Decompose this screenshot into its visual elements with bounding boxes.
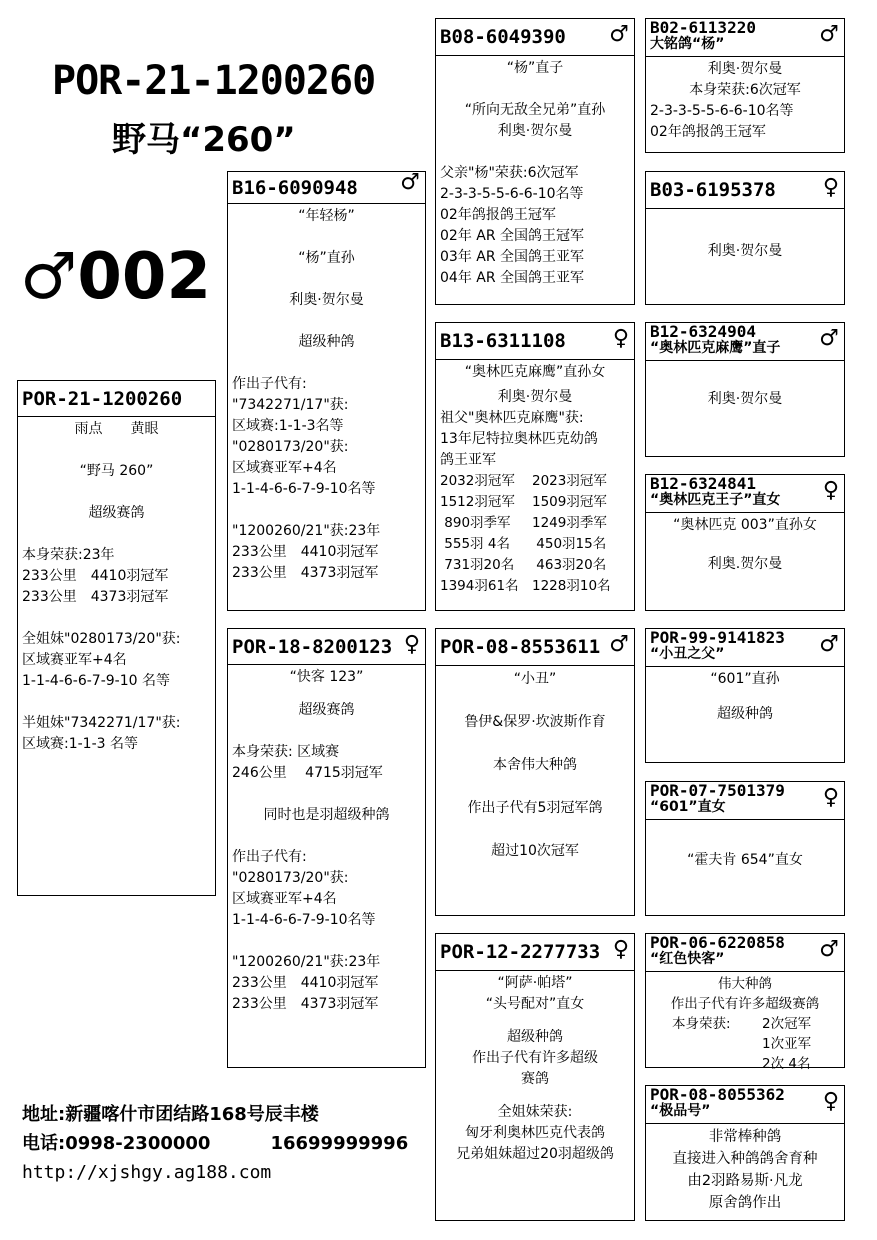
sd-result-row	[440, 576, 630, 597]
dds-line: 作出子代有许多超级赛鸽	[670, 996, 820, 1012]
ss-ring: B08-6049390	[440, 26, 566, 48]
sd-result-row	[440, 471, 630, 492]
sd-intro: 祖父"奥林匹克麻鹰"获:	[440, 410, 584, 426]
male-icon: ♂	[609, 22, 629, 47]
dss-sub: “小丑之父”	[650, 646, 725, 662]
dam-sire-card	[435, 628, 635, 916]
dsd-ring: POR-07-7501379	[650, 781, 785, 800]
sd-result-row	[440, 492, 630, 513]
sd-result-cell: 2032羽冠军	[440, 473, 515, 489]
dam-offspring-title: 作出子代有:	[232, 849, 307, 865]
main-honors-title: 本身荣获:23年	[22, 547, 115, 563]
dsd-line: “霍夫肯 654”直女	[687, 852, 803, 868]
dam-offspring: 233公里 4410羽冠军	[232, 975, 379, 991]
sd-result-cell: 2023羽冠军	[532, 473, 607, 489]
ds-line: 鲁伊&保罗·坎波斯作育	[464, 714, 606, 730]
ddd-ring: POR-08-8055362	[650, 1085, 785, 1104]
dam-name: “快客 123”	[289, 669, 364, 685]
sire-offspring: 233公里 4373羽冠军	[232, 565, 379, 581]
dam-note: 同时也是羽超级种鸽	[263, 807, 390, 823]
dd-sibling-title: 全姐妹荣获:	[497, 1104, 573, 1120]
website-link[interactable]: http://xjshgy.ag188.com	[22, 1162, 272, 1183]
main-type: 超级赛鸽	[88, 505, 145, 521]
dd-sibling: 兄弟姐妹超过20羽超级鸽	[456, 1146, 614, 1162]
dds-line: 伟大种鸽	[718, 976, 772, 992]
female-icon: ♀	[612, 326, 629, 351]
sd-ring: B13-6311108	[440, 330, 566, 352]
ss-honor: 04年 AR 全国鸽王亚军	[440, 270, 585, 286]
sss-line: 2-3-3-5-5-6-6-10名等	[650, 103, 794, 119]
dss-line: “601”直孙	[710, 671, 780, 687]
dd-line: 作出子代有许多超级	[472, 1050, 598, 1066]
male-icon: ♂	[819, 632, 839, 657]
ss-honor: 02年鸽报鸽王冠军	[440, 207, 556, 223]
ds-line: 作出子代有5羽冠军鸽	[467, 800, 603, 816]
dam-offspring: 1-1-4-6-6-7-9-10名等	[232, 912, 376, 928]
dss-line: 超级种鸽	[717, 706, 773, 722]
dsd-sub: “601”直女	[650, 799, 726, 815]
dam-type: 超级赛鸽	[298, 702, 355, 718]
dd-sibling: 匈牙利奥林匹克代表鸽	[465, 1125, 605, 1141]
ddd-card	[645, 1085, 845, 1221]
sss-sub: 大铭鸽“杨”	[650, 36, 725, 52]
sd-intro: 13年尼特拉奥林匹克幼鸽	[440, 431, 598, 447]
sire-offspring: 233公里 4410羽冠军	[232, 544, 379, 560]
ss-honor: 02年 AR 全国鸽王冠军	[440, 228, 585, 244]
sd-intro: 鸽王亚军	[440, 452, 496, 468]
main-pigeon-number: ♂002	[20, 240, 211, 314]
sire-line: “杨”直孙	[298, 250, 355, 266]
sister1-line: 区域赛亚军+4名	[22, 652, 127, 668]
ddd-line: 原舍鸽作出	[708, 1195, 782, 1211]
sd-result-cell: 1249羽季军	[532, 515, 607, 531]
female-icon: ♀	[822, 1089, 839, 1114]
sire-line: 利奥·贺尔曼	[289, 292, 364, 308]
sss-line: 02年鸽报鸽王冠军	[650, 124, 766, 140]
ddd-sub: “极品号”	[650, 1103, 711, 1119]
female-icon: ♀	[403, 632, 420, 657]
sd-result-cell: 731羽20名	[440, 557, 515, 573]
ddd-line: 直接进入种鸽鸽舍育种	[672, 1151, 818, 1167]
sds-card	[645, 322, 845, 457]
sire-offspring: "1200260/21"获:23年	[232, 523, 381, 539]
dds-card	[645, 933, 845, 1072]
ds-name: “小丑”	[513, 671, 557, 687]
sire-sire-card	[435, 18, 635, 305]
address: 地址:新疆喀什市团结路168号辰丰楼	[22, 1104, 319, 1125]
ddd-line: 由2羽路易斯·凡龙	[687, 1173, 803, 1189]
sss-line: 利奥·贺尔曼	[707, 61, 783, 77]
sister2-title: 半姐妹"7342271/17"获:	[22, 715, 181, 731]
dds-honors-label: 本身荣获:	[672, 1016, 731, 1032]
dam-offspring: "0280173/20"获:	[232, 870, 349, 886]
phone-number: 0998-2300000	[65, 1133, 211, 1154]
female-icon: ♀	[822, 785, 839, 810]
female-icon: ♀	[822, 175, 839, 200]
sd-result-row	[440, 534, 630, 555]
dd-line: 超级种鸽	[507, 1029, 563, 1045]
sire-line: 超级种鸽	[298, 334, 355, 350]
sd-line: 利奥·贺尔曼	[497, 389, 573, 405]
main-card-ring: POR-21-1200260	[18, 381, 215, 417]
main-color: 雨点 黄眼	[74, 421, 159, 437]
sd-result-cell: 555羽 4名	[440, 536, 510, 552]
sire-dam-card	[435, 322, 635, 611]
phone-label: 电话:	[22, 1133, 66, 1154]
sd-name: “奥林匹克麻鹰”直孙女	[464, 364, 606, 380]
ss-name: “杨”直子	[506, 60, 564, 76]
sdd-ring: B12-6324841	[650, 474, 756, 493]
female-icon: ♀	[612, 937, 629, 962]
dds-honor: 2次 4名	[762, 1056, 811, 1072]
sd-results	[440, 471, 630, 597]
sss-card	[645, 18, 845, 153]
dd-name: “阿萨·帕塔”	[497, 975, 573, 991]
sire-offspring: "7342271/17"获:	[232, 397, 349, 413]
male-icon: ♂	[609, 632, 629, 657]
sd-result-cell: 1228羽10名	[532, 578, 611, 594]
male-icon: ♂	[819, 326, 839, 351]
sd-result-cell: 463羽20名	[532, 557, 607, 573]
main-ring-title: POR-21-1200260	[52, 58, 376, 104]
sdd-line: “奥林匹克 003”直孙女	[673, 517, 817, 533]
ssd-ring: B03-6195378	[650, 179, 776, 201]
sdd-line: 利奥.贺尔曼	[707, 556, 783, 572]
main-pigeon-card	[17, 380, 216, 896]
ss-honor: 03年 AR 全国鸽王亚军	[440, 249, 585, 265]
ds-ring: POR-08-8553611	[440, 636, 601, 658]
mobile-number: 16699999996	[270, 1133, 409, 1154]
ss-line: “所向无敌全兄弟”直孙	[464, 102, 606, 118]
female-icon: ♀	[822, 478, 839, 503]
dam-offspring: 233公里 4373羽冠军	[232, 996, 379, 1012]
sss-ring: B02-6113220	[650, 18, 756, 37]
sds-sub: “奥林匹克麻鹰”直子	[650, 340, 781, 356]
sds-line: 利奥·贺尔曼	[707, 391, 783, 407]
sss-line: 本身荣获:6次冠军	[689, 82, 801, 98]
dam-offspring: "1200260/21"获:23年	[232, 954, 381, 970]
sire-offspring: 区域赛:1-1-3名等	[232, 418, 344, 434]
sister1-line: 1-1-4-6-6-7-9-10 名等	[22, 673, 170, 689]
ss-line: 利奥·贺尔曼	[497, 123, 573, 139]
main-name: “野马 260”	[79, 463, 154, 479]
contact-footer	[22, 1100, 408, 1187]
sire-offspring: 区域赛亚军+4名	[232, 460, 337, 476]
sire-offspring: "0280173/20"获:	[232, 439, 349, 455]
sd-result-cell: 1509羽冠军	[532, 494, 607, 510]
sister2-line: 区域赛:1-1-3 名等	[22, 736, 138, 752]
ds-line: 本舍伟大种鸽	[493, 757, 577, 773]
sd-result-cell: 450羽15名	[532, 536, 607, 552]
sd-result-row	[440, 555, 630, 576]
sister1-title: 全姐妹"0280173/20"获:	[22, 631, 181, 647]
sdd-card	[645, 474, 845, 611]
ssd-card	[645, 171, 845, 305]
dds-honor: 1次亚军	[762, 1036, 812, 1052]
dam-card	[227, 628, 426, 1068]
main-honor: 233公里 4373羽冠军	[22, 589, 169, 605]
dds-ring: POR-06-6220858	[650, 933, 785, 952]
sire-card	[227, 171, 426, 611]
dd-line: “头号配对”直女	[485, 996, 585, 1012]
main-pigeon-name: 野马“260”	[112, 120, 296, 160]
sd-result-cell: 1394羽61名	[440, 578, 519, 594]
sd-result-cell: 890羽季军	[440, 515, 511, 531]
dam-ring: POR-18-8200123	[232, 636, 393, 658]
dss-ring: POR-99-9141823	[650, 628, 785, 647]
dds-sub: “红色快客”	[650, 951, 725, 967]
dam-honor: 246公里 4715羽冠军	[232, 765, 383, 781]
dd-ring: POR-12-2277733	[440, 941, 601, 963]
male-icon: ♂	[819, 937, 839, 962]
sire-offspring-title: 作出子代有:	[232, 376, 307, 392]
ddd-line: 非常棒种鸽	[708, 1129, 782, 1145]
ss-honor: 父亲"杨"荣获:6次冠军	[440, 165, 579, 181]
male-icon: ♂	[819, 22, 839, 47]
ssd-line: 利奥·贺尔曼	[707, 243, 783, 259]
dam-honor: 本身荣获: 区域赛	[232, 744, 340, 760]
sire-ring: B16-6090948	[232, 177, 358, 199]
main-honor: 233公里 4410羽冠军	[22, 568, 169, 584]
ss-honor: 2-3-3-5-5-6-6-10名等	[440, 186, 584, 202]
male-icon: ♂	[400, 170, 420, 195]
dd-line: 赛鸽	[521, 1071, 549, 1087]
sds-ring: B12-6324904	[650, 322, 756, 341]
sd-result-cell: 1512羽冠军	[440, 494, 515, 510]
dsd-card	[645, 781, 845, 916]
dam-dam-card	[435, 933, 635, 1221]
sdd-sub: “奥林匹克王子”直女	[650, 492, 781, 508]
sire-name: “年轻杨”	[298, 208, 355, 224]
sire-offspring: 1-1-4-6-6-7-9-10名等	[232, 481, 376, 497]
ds-line: 超过10次冠军	[491, 843, 579, 859]
dds-honor: 2次冠军	[762, 1016, 812, 1032]
sd-result-row	[440, 513, 630, 534]
dss-card	[645, 628, 845, 763]
dam-offspring: 区域赛亚军+4名	[232, 891, 337, 907]
